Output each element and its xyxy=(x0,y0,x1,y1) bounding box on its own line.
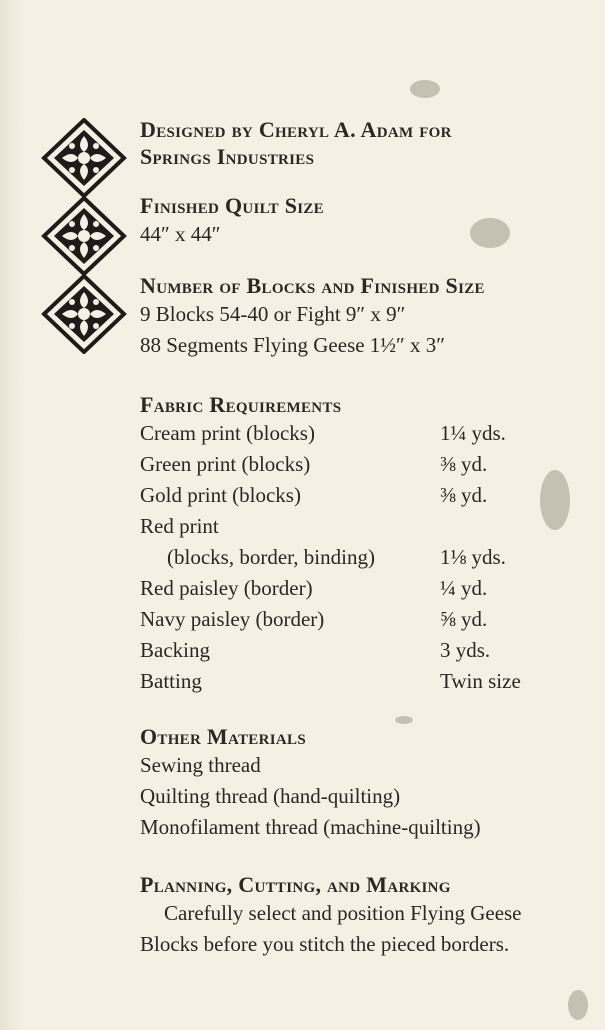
fabric-heading: Fabric Requirements xyxy=(140,392,342,417)
fabric-name: Backing xyxy=(140,638,210,662)
fabric-row xyxy=(140,666,590,697)
fabric-name: Green print (blocks) xyxy=(140,452,311,476)
paper-speck xyxy=(568,990,588,1020)
planning-heading: Planning, Cutting, and Marking xyxy=(140,872,451,897)
designer-credit-line1: Designed by Cheryl A. Adam for xyxy=(140,117,452,142)
fabric-name: (blocks, border, binding) xyxy=(167,545,375,569)
finished-size-value: 44″ x 44″ xyxy=(140,222,221,246)
planning-line2: Blocks before you stitch the pieced borders. xyxy=(140,932,510,956)
quilt-block-ornament-icon xyxy=(40,196,128,276)
page-edge xyxy=(0,0,22,1030)
fabric-row xyxy=(140,573,590,604)
segments-line: 88 Segments Flying Geese 1½″ x 3″ xyxy=(140,333,446,357)
fabric-name: Gold print (blocks) xyxy=(140,483,301,507)
materials-heading: Other Materials xyxy=(140,724,306,749)
fabric-name: Cream print (blocks) xyxy=(140,421,315,445)
fabric-name: Red paisley (border) xyxy=(140,576,313,600)
fabric-amount: 1⅛ yds. xyxy=(440,545,506,569)
blocks-section xyxy=(140,272,590,361)
fabric-amount: 1¼ yds. xyxy=(440,421,506,445)
fabric-name: Red print xyxy=(140,514,219,538)
fabric-row xyxy=(140,480,590,511)
fabric-amount: ⅜ yd. xyxy=(440,483,488,507)
fabric-row xyxy=(140,635,590,666)
fabric-row xyxy=(140,542,590,573)
fabric-amount: 3 yds. xyxy=(440,638,491,662)
planning-line1: Carefully select and position Flying Geese xyxy=(164,901,522,925)
fabric-row xyxy=(140,418,590,449)
material-item: Monofilament thread (machine-quilting) xyxy=(140,815,481,839)
material-item: Quilting thread (hand-quilting) xyxy=(140,784,401,808)
finished-size-heading: Finished Quilt Size xyxy=(140,193,324,218)
fabric-amount: ⅜ yd. xyxy=(440,452,488,476)
materials-section xyxy=(140,723,590,843)
paper-speck xyxy=(410,80,440,98)
fabric-section xyxy=(140,391,590,697)
fabric-row xyxy=(140,449,590,480)
ornament-column xyxy=(40,118,128,352)
designer-section xyxy=(140,116,590,170)
quilt-block-ornament-icon xyxy=(40,118,128,198)
blocks-line: 9 Blocks 54-40 or Fight 9″ x 9″ xyxy=(140,302,406,326)
fabric-name: Batting xyxy=(140,669,202,693)
designer-credit-line2: Springs Industries xyxy=(140,144,315,169)
material-item: Sewing thread xyxy=(140,753,261,777)
fabric-name: Navy paisley (border) xyxy=(140,607,325,631)
fabric-amount: Twin size xyxy=(440,669,521,693)
fabric-row xyxy=(140,511,590,542)
document-content xyxy=(140,116,590,982)
fabric-amount: ⅝ yd. xyxy=(440,607,488,631)
planning-paragraph xyxy=(140,898,590,960)
quilt-block-ornament-icon xyxy=(40,274,128,354)
blocks-heading: Number of Blocks and Finished Size xyxy=(140,273,485,298)
fabric-row xyxy=(140,604,590,635)
fabric-amount: ¼ yd. xyxy=(440,576,488,600)
finished-size-section xyxy=(140,192,590,250)
planning-section xyxy=(140,871,590,960)
